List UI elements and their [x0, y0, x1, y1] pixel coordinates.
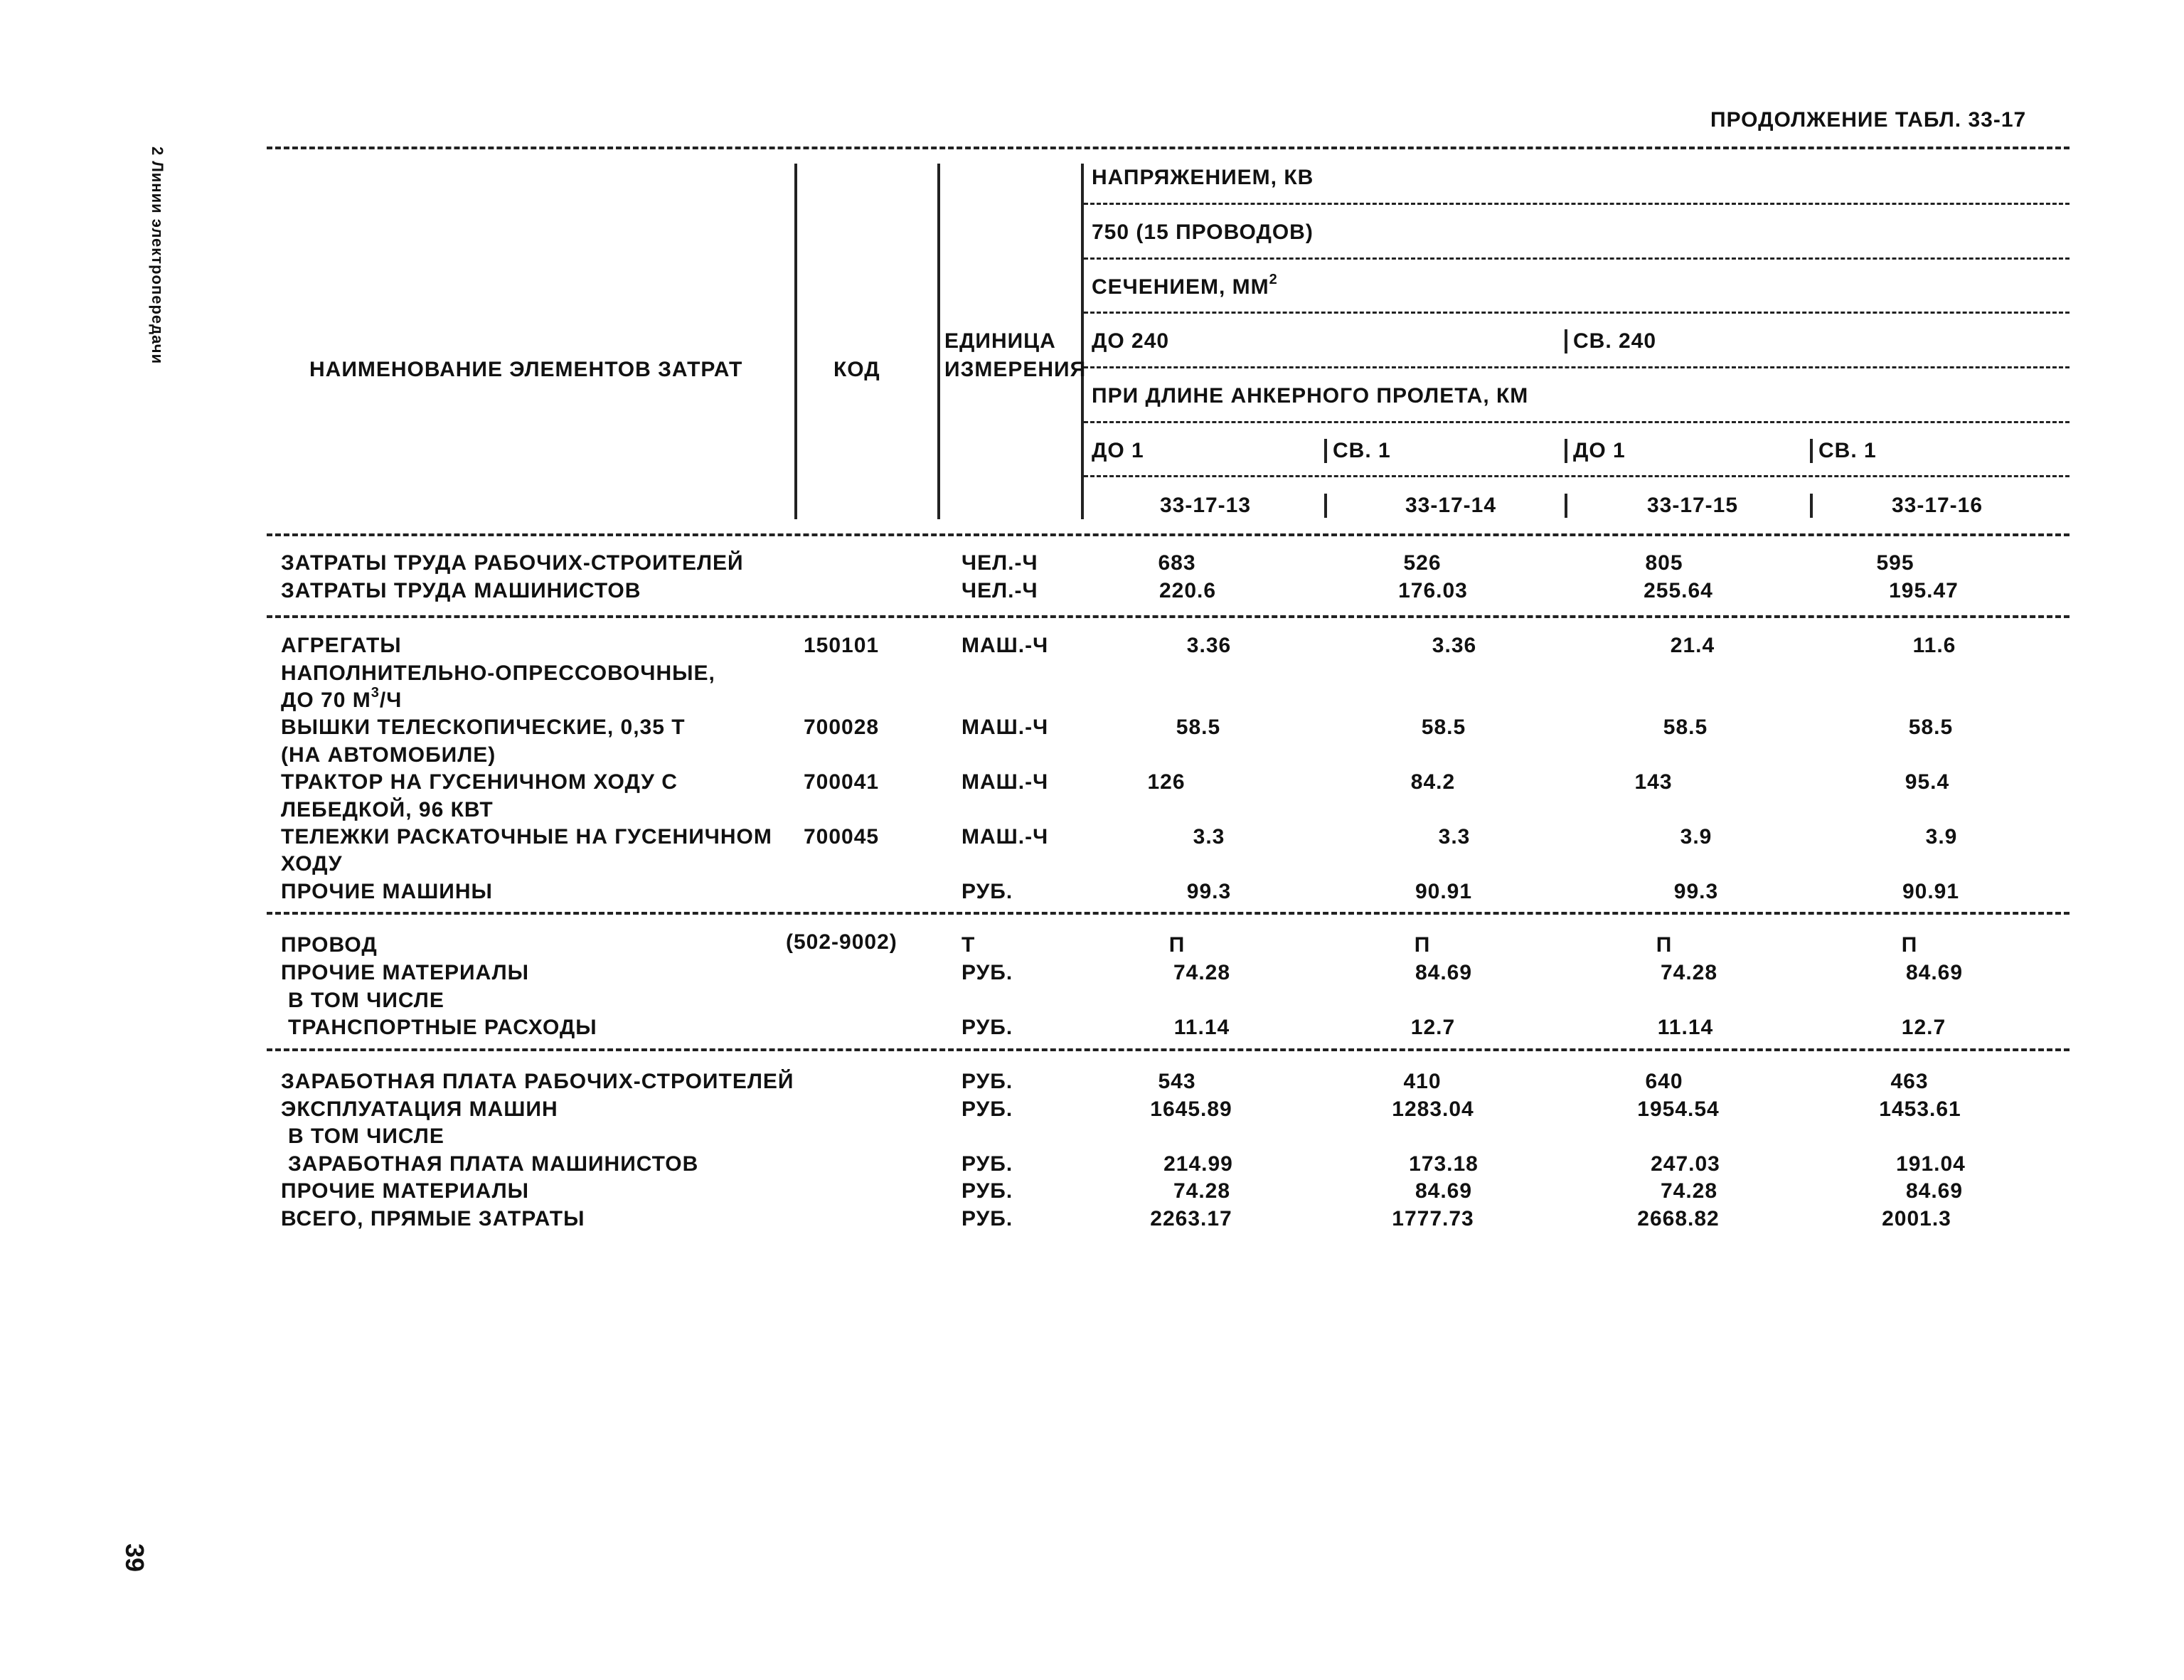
- continuation-title: ПРОДОЛЖЕНИЕ ТАБЛ. 33-17: [1710, 108, 2027, 132]
- row-value: 3.3: [1438, 825, 1471, 849]
- row-value: 84.69: [1905, 1179, 1964, 1203]
- code-divider-2: [1324, 494, 1327, 518]
- row-value: 1954.54: [1637, 1097, 1720, 1121]
- row-value: 84.69: [1415, 961, 1473, 984]
- row-name: ПРОВОД: [281, 933, 378, 957]
- row-value: 247.03: [1651, 1152, 1720, 1176]
- row-value: 90.91: [1415, 880, 1473, 903]
- row-value: 3.36: [1432, 634, 1477, 657]
- row-value: 220.6: [1158, 579, 1217, 602]
- row-value: 12.7: [1901, 1016, 1946, 1039]
- row-value: 11.14: [1657, 1016, 1714, 1039]
- col-divider-2: [937, 164, 940, 519]
- header-name: НАИМЕНОВАНИЕ ЭЛЕМЕНТОВ ЗАТРАТ: [309, 358, 743, 381]
- row-value: 173.18: [1409, 1152, 1479, 1176]
- row-value: П: [1168, 933, 1186, 957]
- row-value: П: [1656, 933, 1673, 957]
- row-value: 11.14: [1173, 1016, 1230, 1039]
- header-unit-2: ИЗМЕРЕНИЯ: [944, 358, 1087, 381]
- row-name: ВСЕГО, ПРЯМЫЕ ЗАТРАТЫ: [281, 1207, 585, 1230]
- side-caption: 2 Линии электропередачи: [149, 147, 166, 365]
- row-unit: МАШ.-Ч: [962, 825, 1049, 849]
- span-value-4: СВ. 1: [1818, 439, 1877, 462]
- row-name-line-3: ДО 70 $М^3/Ч$: [281, 685, 403, 712]
- row-value: 543: [1158, 1070, 1196, 1093]
- row-value: 3.36: [1186, 634, 1232, 657]
- row-code: 700028: [804, 716, 880, 739]
- row-name: ТЕЛЕЖКИ РАСКАТОЧНЫЕ НА ГУСЕНИЧНОМ: [281, 825, 772, 849]
- row-value: 74.28: [1660, 1179, 1718, 1203]
- rule-h2: [1084, 257, 2070, 260]
- row-unit: РУБ.: [962, 1152, 1013, 1176]
- col-divider-3: [1081, 164, 1084, 519]
- row-name-line-2: НАПОЛНИТЕЛЬНО-ОПРЕССОВОЧНЫЕ,: [281, 661, 715, 685]
- header-voltage: НАПРЯЖЕНИЕМ, КВ: [1092, 166, 1314, 189]
- row-unit: Т: [962, 933, 976, 957]
- row-name: ЗАТРАТЫ ТРУДА РАБОЧИХ-СТРОИТЕЛЕЙ: [281, 551, 744, 575]
- span-divider-3: [1565, 439, 1567, 463]
- row-value: 214.99: [1163, 1152, 1233, 1176]
- row-value: 595: [1876, 551, 1914, 575]
- page-number: 39: [120, 1543, 149, 1573]
- row-value: 1645.89: [1150, 1097, 1232, 1121]
- row-value: 84.69: [1415, 1179, 1473, 1203]
- rule-h3: [1084, 312, 2070, 314]
- span-value-3: ДО 1: [1573, 439, 1626, 462]
- top-rule: [267, 147, 2070, 149]
- code-divider-3: [1565, 494, 1567, 518]
- row-value: 58.5: [1908, 716, 1954, 739]
- header-unit-1: ЕДИНИЦА: [944, 329, 1056, 353]
- row-value: 90.91: [1902, 880, 1960, 903]
- row-value: 805: [1645, 551, 1683, 575]
- column-code-3: 33-17-15: [1646, 494, 1739, 517]
- row-value: 2001.3: [1882, 1207, 1951, 1230]
- row-name: В ТОМ ЧИСЛЕ: [288, 989, 444, 1012]
- row-name: ВЫШКИ ТЕЛЕСКОПИЧЕСКИЕ, 0,35 Т: [281, 716, 686, 739]
- row-name: АГРЕГАТЫ: [281, 634, 402, 657]
- header-bottom-rule: [267, 533, 2070, 536]
- row-value: 21.4: [1670, 634, 1715, 657]
- rule-h6: [1084, 475, 2070, 477]
- row-value: 84.69: [1905, 961, 1964, 984]
- row-value: 11.6: [1912, 634, 1956, 657]
- col-divider-1: [794, 164, 797, 519]
- row-value: 58.5: [1421, 716, 1466, 739]
- span-value-2: СВ. 1: [1333, 439, 1391, 462]
- header-section-b: СВ. 240: [1573, 329, 1657, 353]
- row-value: 255.64: [1644, 579, 1713, 602]
- rule-h5: [1084, 421, 2070, 423]
- row-value: 640: [1645, 1070, 1683, 1093]
- row-unit: РУБ.: [962, 1070, 1013, 1093]
- separator-3: [267, 1048, 2070, 1051]
- rule-h1: [1084, 203, 2070, 205]
- row-name-line-2: ЛЕБЕДКОЙ, 96 КВТ: [281, 798, 494, 822]
- separator-1: [267, 615, 2070, 618]
- header-span: ПРИ ДЛИНЕ АНКЕРНОГО ПРОЛЕТА, КМ: [1092, 384, 1529, 408]
- row-value: 95.4: [1905, 770, 1950, 794]
- span-divider-2: [1324, 439, 1327, 463]
- row-value: 58.5: [1663, 716, 1708, 739]
- row-name: ЗАТРАТЫ ТРУДА МАШИНИСТОВ: [281, 579, 641, 602]
- column-code-4: 33-17-16: [1891, 494, 1983, 517]
- row-unit: РУБ.: [962, 1179, 1013, 1203]
- section-divider: [1565, 329, 1567, 353]
- row-value: П: [1414, 933, 1431, 957]
- row-value: 683: [1158, 551, 1196, 575]
- span-value-1: ДО 1: [1092, 439, 1144, 462]
- row-code: 700041: [804, 770, 880, 794]
- row-unit: МАШ.-Ч: [962, 770, 1049, 794]
- row-code: 700045: [804, 825, 880, 849]
- row-value: 143: [1634, 770, 1673, 794]
- row-value: 1453.61: [1879, 1097, 1961, 1121]
- row-unit: МАШ.-Ч: [962, 716, 1049, 739]
- row-value: 3.3: [1193, 825, 1225, 849]
- row-name: ПРОЧИЕ МАТЕРИАЛЫ: [281, 961, 530, 984]
- column-code-2: 33-17-14: [1405, 494, 1497, 517]
- row-name: ЗАРАБОТНАЯ ПЛАТА МАШИНИСТОВ: [288, 1152, 699, 1176]
- row-unit: РУБ.: [962, 961, 1013, 984]
- header-section-a: ДО 240: [1092, 329, 1170, 353]
- row-value: 410: [1403, 1070, 1442, 1093]
- header-voltage-value: 750 (15 ПРОВОДОВ): [1092, 220, 1314, 244]
- span-divider-4: [1810, 439, 1813, 463]
- row-unit: ЧЕЛ.-Ч: [962, 579, 1038, 602]
- row-unit: РУБ.: [962, 880, 1013, 903]
- row-value: П: [1901, 933, 1918, 957]
- row-unit: РУБ.: [962, 1097, 1013, 1121]
- row-value: 463: [1890, 1070, 1929, 1093]
- row-value: 74.28: [1173, 961, 1231, 984]
- row-name: ЗАРАБОТНАЯ ПЛАТА РАБОЧИХ-СТРОИТЕЛЕЙ: [281, 1070, 794, 1093]
- row-name: ТРАКТОР НА ГУСЕНИЧНОМ ХОДУ С: [281, 770, 678, 794]
- row-value: 191.04: [1896, 1152, 1966, 1176]
- row-value: 526: [1403, 551, 1442, 575]
- rule-h4: [1084, 366, 2070, 368]
- row-value: 58.5: [1176, 716, 1221, 739]
- row-value: 1777.73: [1392, 1207, 1474, 1230]
- row-value: 195.47: [1889, 579, 1959, 602]
- row-code: (502-9002): [786, 930, 897, 954]
- row-name: ТРАНСПОРТНЫЕ РАСХОДЫ: [288, 1016, 597, 1039]
- separator-2: [267, 912, 2070, 915]
- row-name-line-2: ХОДУ: [281, 852, 343, 876]
- row-unit: РУБ.: [962, 1207, 1013, 1230]
- row-name: В ТОМ ЧИСЛЕ: [288, 1125, 444, 1148]
- row-name: ПРОЧИЕ МАТЕРИАЛЫ: [281, 1179, 530, 1203]
- row-unit: РУБ.: [962, 1016, 1013, 1039]
- row-value: 12.7: [1410, 1016, 1456, 1039]
- row-value: 3.9: [1680, 825, 1712, 849]
- row-value: 2668.82: [1637, 1207, 1720, 1230]
- row-value: 3.9: [1925, 825, 1958, 849]
- row-value: 74.28: [1660, 961, 1718, 984]
- row-value: 1283.04: [1392, 1097, 1474, 1121]
- row-value: 74.28: [1173, 1179, 1231, 1203]
- header-code: КОД: [833, 358, 880, 381]
- header-section: СЕЧЕНИЕМ, $ММ^2$: [1092, 272, 1278, 299]
- column-code-1: 33-17-13: [1159, 494, 1252, 517]
- row-value: 176.03: [1398, 579, 1468, 602]
- row-value: 84.2: [1410, 770, 1456, 794]
- row-unit: ЧЕЛ.-Ч: [962, 551, 1038, 575]
- row-code: 150101: [804, 634, 880, 657]
- row-name: ПРОЧИЕ МАШИНЫ: [281, 880, 493, 903]
- row-name: ЭКСПЛУАТАЦИЯ МАШИН: [281, 1097, 558, 1121]
- row-value: 99.3: [1186, 880, 1232, 903]
- row-value: 126: [1147, 770, 1186, 794]
- row-value: 99.3: [1673, 880, 1719, 903]
- row-name-line-2: (НА АВТОМОБИЛЕ): [281, 743, 496, 767]
- row-value: 2263.17: [1150, 1207, 1232, 1230]
- row-unit: МАШ.-Ч: [962, 634, 1049, 657]
- code-divider-4: [1810, 494, 1813, 518]
